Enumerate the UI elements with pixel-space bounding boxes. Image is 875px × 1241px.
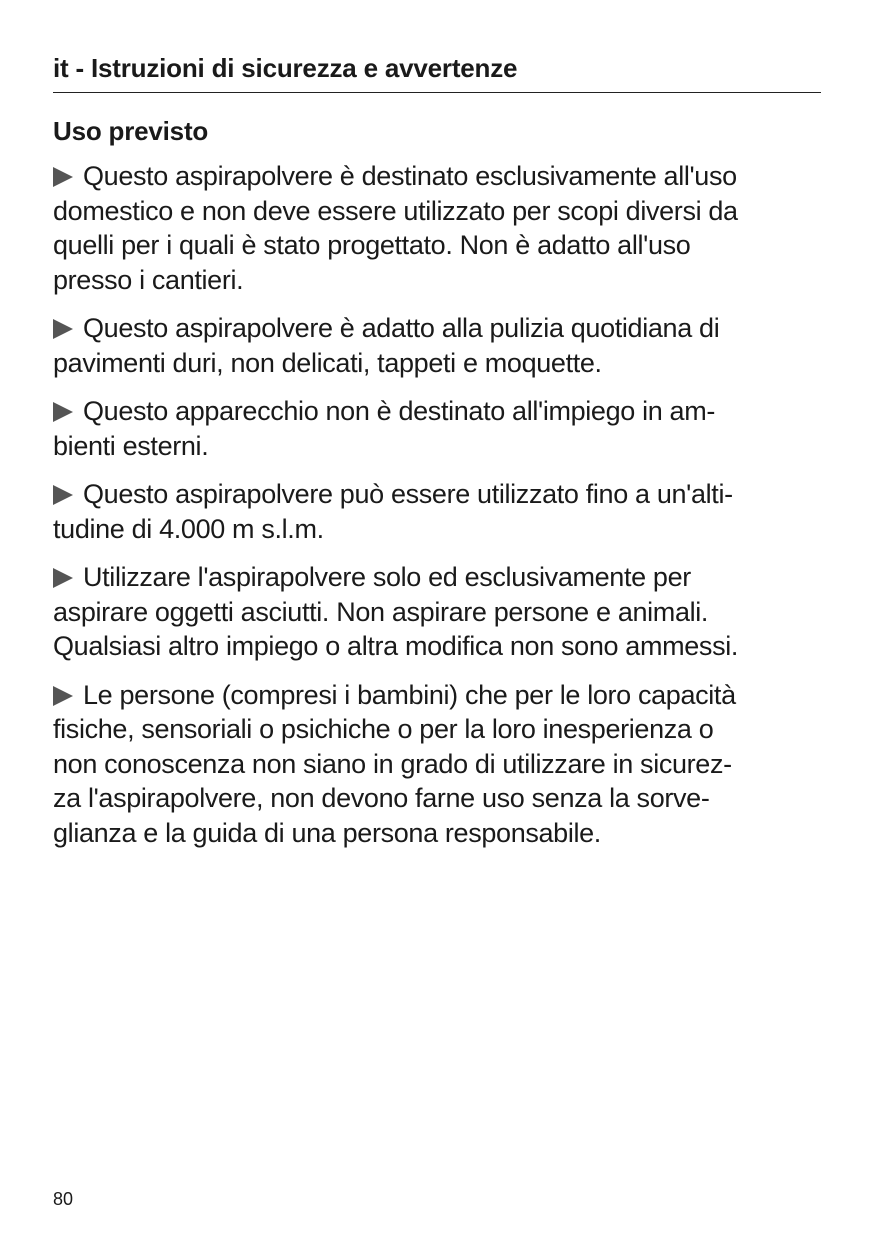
triangle-right-icon [53,568,73,588]
instruction-text: quelli per i quali è stato progettato. Non è adatto all'uso [53,230,691,260]
instruction-line [53,429,843,464]
instruction-line [53,394,843,429]
instruction-line [53,781,843,816]
instruction-text: pavimenti duri, non delicati, tappeti e moquette. [53,347,602,378]
instruction-text: aspirare oggetti asciutti. Non aspirare persone e animali. [53,596,709,627]
instruction-text: fisiche, sensoriali o psichiche o per la loro inesperienza o [53,714,714,744]
instruction-item [53,560,843,664]
instruction-line [53,560,843,595]
instruction-line [53,512,843,547]
page-number: 80 [53,1189,74,1209]
instruction-text: Questo aspirapolvere è destinato esclusivamente all'uso [83,161,737,191]
instruction-line [53,816,843,851]
triangle-right-icon [53,319,73,339]
instruction-line [53,477,843,512]
instruction-item [53,159,843,297]
instruction-line [53,595,843,630]
instruction-line [53,747,843,782]
instruction-text: Questo aspirapolvere è adatto alla pulizia quotidiana di [83,313,720,343]
instruction-text: glianza e la guida di una persona responsabile. [53,817,601,848]
triangle-right-icon [53,167,73,187]
instruction-text: za l'aspirapolvere, non devono farne uso senza la sorve- [53,783,710,813]
instruction-text: presso i cantieri. [53,264,244,295]
instruction-text: Questo apparecchio non è destinato all'impiego in am- [83,396,715,426]
instruction-line [53,712,843,747]
section-title: Uso previsto [53,116,209,146]
instruction-text: non conoscenza non siano in grado di utilizzare in sicurez- [53,748,732,779]
triangle-right-icon [53,402,73,422]
instructions-list [53,159,843,864]
triangle-right-icon [53,485,73,505]
instruction-text: Qualsiasi altro impiego o altra modifica non sono ammessi. [53,631,739,661]
instruction-line [53,159,843,194]
instruction-text: Le persone (compresi i bambini) che per le loro capacità [83,679,736,710]
instruction-line [53,346,843,381]
instruction-line [53,228,843,263]
instruction-text: Questo aspirapolvere può essere utilizzato fino a un'alti- [83,479,733,509]
instruction-text: tudine di 4.000 m s.l.m. [53,513,324,544]
instruction-line [53,311,843,346]
instruction-text: Utilizzare l'aspirapolvere solo ed esclusivamente per [83,562,691,592]
instruction-line [53,678,843,713]
instruction-line [53,263,843,298]
page-header [53,52,821,93]
instruction-item [53,477,843,546]
instruction-text: bienti esterni. [53,430,209,461]
header-title: it - Istruzioni di sicurezza e avvertenze [53,53,518,83]
instruction-item [53,394,843,463]
instruction-item [53,678,843,851]
instruction-text: domestico e non deve essere utilizzato per scopi diversi da [53,195,738,226]
instruction-line [53,194,843,229]
instruction-line [53,629,843,664]
triangle-right-icon [53,686,73,706]
instruction-item [53,311,843,380]
